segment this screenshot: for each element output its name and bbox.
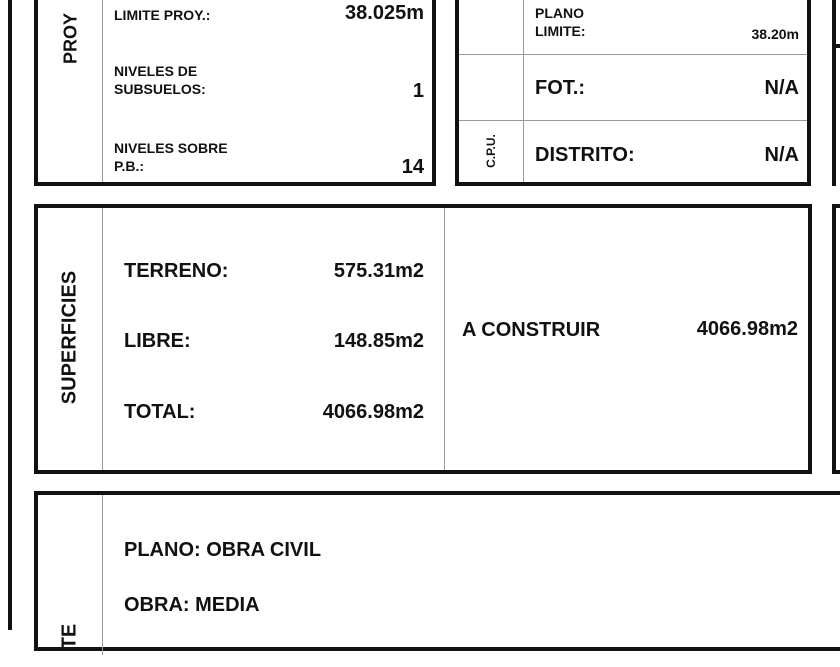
niveles-sobre-pb-label: NIVELES SOBRE P.B.: xyxy=(114,140,228,174)
niveles-subsuelos-value: 1 xyxy=(412,80,424,102)
plano-obra-civil-line: PLANO: OBRA CIVIL xyxy=(124,539,322,561)
terreno-value: 575.31m2 xyxy=(333,260,424,282)
a-construir-label: A CONSTRUIR xyxy=(462,319,601,341)
total-label: TOTAL: xyxy=(124,401,196,423)
plano-limite-label: PLANO LIMITE: xyxy=(535,5,586,39)
superficies-panel xyxy=(34,204,812,474)
right-edge-tick xyxy=(832,44,840,48)
fot-label: FOT.: xyxy=(535,77,585,99)
proyecto-panel xyxy=(34,0,436,186)
limite-proy-value: 38.025m xyxy=(345,2,424,24)
superficies-section-label: SUPERFICIES xyxy=(58,270,81,405)
right-edge-tick-2 xyxy=(832,204,840,208)
distrito-label: DISTRITO: xyxy=(535,144,635,166)
libre-label: LIBRE: xyxy=(124,330,191,352)
limite-proy-label: LIMITE PROY.: xyxy=(114,7,211,23)
cpu-panel xyxy=(455,0,811,186)
fot-value: N/A xyxy=(764,77,799,99)
a-construir-value: 4066.98m2 xyxy=(696,318,798,340)
distrito-value: N/A xyxy=(764,144,799,166)
cpu-section-label: C.P.U. xyxy=(484,134,498,168)
libre-value: 148.85m2 xyxy=(333,330,424,352)
terreno-label: TERRENO: xyxy=(124,260,229,282)
obra-media-line: OBRA: MEDIA xyxy=(124,594,260,616)
proyecto-section-label: PROY xyxy=(60,13,81,65)
bottom-section-label: TE xyxy=(58,623,81,650)
right-edge-frame xyxy=(832,0,836,186)
niveles-subsuelos-label: NIVELES DE SUBSUELOS: xyxy=(114,63,206,97)
right-edge-frame-2 xyxy=(832,204,836,474)
plano-limite-value: 38.20m xyxy=(751,26,799,42)
right-edge-tick-3 xyxy=(832,470,840,474)
bottom-panel xyxy=(34,491,840,651)
niveles-sobre-pb-value: 14 xyxy=(401,156,424,178)
total-value: 4066.98m2 xyxy=(322,401,424,423)
outer-frame-line xyxy=(8,0,12,630)
